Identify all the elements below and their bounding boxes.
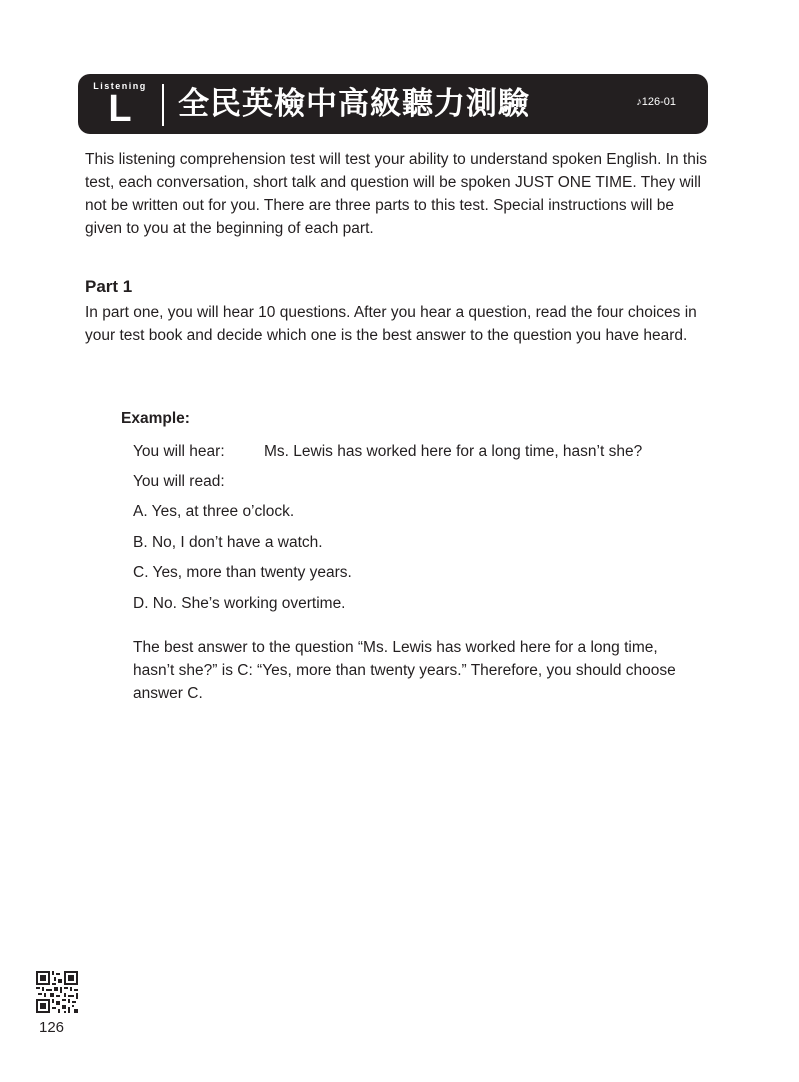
option-d: D. No. She’s working overtime.: [133, 595, 346, 612]
section-letter: L: [108, 88, 132, 130]
option-a: A. Yes, at three o’clock.: [133, 503, 295, 520]
qr-code-icon[interactable]: [36, 971, 78, 1013]
audio-track-label[interactable]: ♪126-01: [636, 96, 676, 108]
option-c: C. Yes, more than twenty years.: [133, 564, 352, 581]
header-divider: [162, 84, 164, 126]
read-label: You will read:: [133, 473, 225, 490]
intro-paragraph: This listening comprehension test will test your ability to understand spoken English. In this test, each conversation, short talk and question will be spoken JUST ONE TIME. They will not be written out for you. There are three parts to this test. Special instructions will be given to you at the beginning of each part.: [85, 151, 708, 237]
section-tag: Listening: [93, 81, 147, 91]
hear-label: You will hear:: [133, 443, 225, 460]
part-1-title: Part 1: [85, 277, 133, 296]
part-1-description: In part one, you will hear 10 questions. After you hear a question, read the four choices in your test book and decide which one is the best answer to the question you have heard.: [85, 304, 697, 344]
page-number: 126: [39, 1019, 65, 1036]
option-b: B. No, I don’t have a watch.: [133, 534, 323, 551]
page-title: 全民英檢中高級聽力測驗: [178, 86, 530, 122]
example-label: Example:: [121, 410, 190, 427]
hear-text: Ms. Lewis has worked here for a long time, hasn’t she?: [264, 443, 643, 460]
section-header: [78, 74, 708, 134]
example-explanation: The best answer to the question “Ms. Lewis has worked here for a long time, hasn’t she?” is C: “Yes, more than twenty years.” Therefore, you should choose answer C.: [133, 639, 676, 702]
